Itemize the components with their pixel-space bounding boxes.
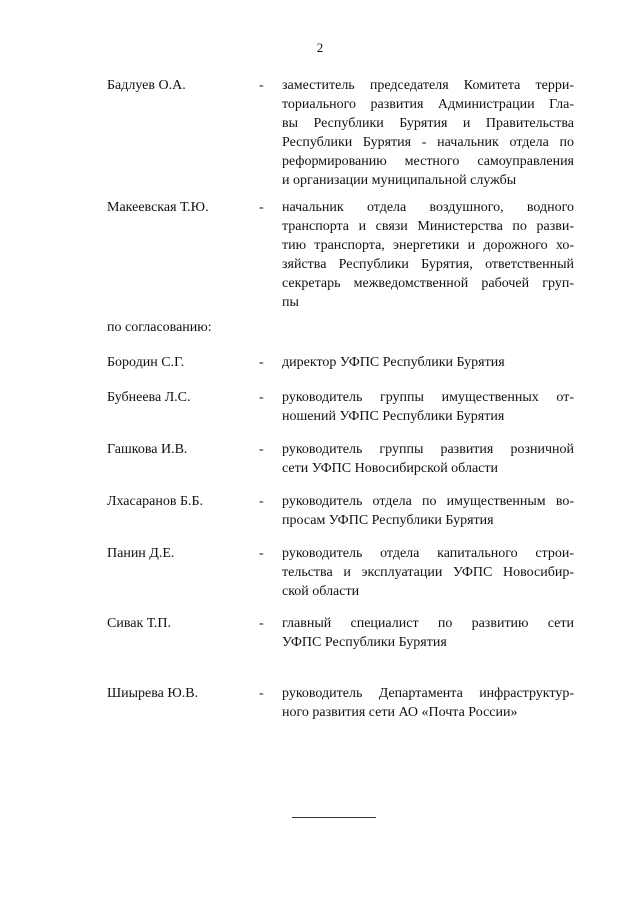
position-line: Республики Бурятия - начальник отдела по	[282, 135, 574, 150]
member-dash: -	[259, 494, 264, 509]
member-position	[282, 353, 574, 372]
member-position	[282, 198, 574, 312]
section-label: по согласованию:	[107, 320, 212, 335]
position-line: сети УФПС Новосибирской области	[282, 461, 498, 476]
member-name: Бородин С.Г.	[107, 355, 185, 370]
member-name: Бубнеева Л.С.	[107, 390, 191, 405]
position-line: тельства и эксплуатации УФПС Новосибир-	[282, 565, 574, 580]
member-position	[282, 388, 574, 426]
member-position	[282, 614, 574, 652]
position-line: директор УФПС Республики Бурятия	[282, 355, 505, 370]
page-number: 2	[316, 40, 324, 55]
member-name: Макеевская Т.Ю.	[107, 200, 209, 215]
position-line: начальник отдела воздушного, водного	[282, 200, 574, 215]
member-dash: -	[259, 616, 264, 631]
position-line: зяйства Республики Бурятия, ответственный	[282, 257, 574, 272]
member-position	[282, 440, 574, 478]
member-dash: -	[259, 686, 264, 701]
member-position	[282, 684, 574, 722]
member-dash: -	[259, 355, 264, 370]
position-line: руководитель отдела по имущественным во-	[282, 494, 574, 509]
footer-divider	[292, 817, 376, 818]
member-name: Бадлуев О.А.	[107, 78, 186, 93]
member-position	[282, 544, 574, 601]
member-dash: -	[259, 546, 264, 561]
member-position	[282, 76, 574, 190]
position-line: транспорта и связи Министерства по разви-	[282, 219, 574, 234]
position-line: секретарь межведомственной рабочей груп-	[282, 276, 574, 291]
member-dash: -	[259, 78, 264, 93]
member-dash: -	[259, 200, 264, 215]
position-line: ного развития сети АО «Почта России»	[282, 705, 518, 720]
position-line: ношений УФПС Республики Бурятия	[282, 409, 505, 424]
position-line: главный специалист по развитию сети	[282, 616, 574, 631]
position-line: ской области	[282, 584, 360, 599]
position-line: вы Республики Бурятия и Правительства	[282, 116, 574, 131]
member-position	[282, 492, 574, 530]
member-name: Шиырева Ю.В.	[107, 686, 199, 701]
member-name: Панин Д.Е.	[107, 546, 175, 561]
member-dash: -	[259, 390, 264, 405]
position-line: УФПС Республики Бурятия	[282, 635, 447, 650]
position-line: пы	[282, 295, 299, 310]
position-line: реформированию местного самоуправления	[282, 154, 574, 169]
position-line: руководитель отдела капитального строи-	[282, 546, 574, 561]
member-name: Гашкова И.В.	[107, 442, 188, 457]
position-line: руководитель Департамента инфраструктур-	[282, 686, 574, 701]
position-line: тию транспорта, энергетики и дорожного хо-	[282, 238, 574, 253]
position-line: и организации муниципальной службы	[282, 173, 517, 188]
position-line: руководитель группы имущественных от-	[282, 390, 574, 405]
position-line: ториального развития Администрации Гла-	[282, 97, 574, 112]
position-line: просам УФПС Республики Бурятия	[282, 513, 494, 528]
member-dash: -	[259, 442, 264, 457]
member-name: Сивак Т.П.	[107, 616, 172, 631]
position-line: заместитель председателя Комитета терри-	[282, 78, 574, 93]
member-name: Лхасаранов Б.Б.	[107, 494, 204, 509]
position-line: руководитель группы развития розничной	[282, 442, 574, 457]
